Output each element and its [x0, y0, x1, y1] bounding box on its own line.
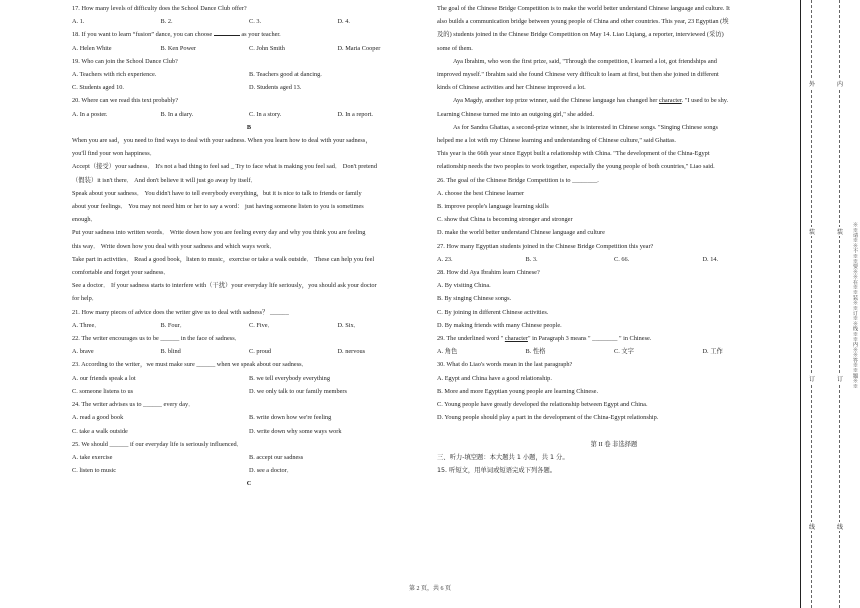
question-22: 22. The writer encourages us to be ______ in the face of sadness． — [72, 335, 241, 343]
passage-line: for help． — [72, 295, 99, 303]
option[interactable]: C. someone listens to us — [72, 387, 134, 395]
passage-text: . "I used to be shy. — [681, 97, 729, 105]
option[interactable]: C. Students aged 10. — [72, 84, 124, 92]
passage-line: improved myself." Ibrahim said she found Chinese very difficult to learn at first, but then she joined in different — [437, 71, 719, 79]
passage-line: Put your sadness into written words． Write down how you are feeling every day and why you think you are feeling — [72, 229, 366, 237]
question-29-text-c: " in Paragraph 3 means " ________ " in Chinese. — [527, 335, 652, 343]
option[interactable]: A. Teachers with rich experience. — [72, 71, 157, 79]
option[interactable]: C. Young people have greatly developed the relationship between Egypt and China. — [437, 401, 648, 409]
question-17-options — [72, 15, 426, 28]
question-23-options-2 — [72, 385, 426, 398]
binding-strip — [800, 0, 860, 608]
question-29-options — [437, 345, 791, 358]
passage-line: Accept（接受）your sadness． It's not a bad thing to feel sad _ Try to face what is making you feel sad． Don't pretend — [72, 163, 377, 171]
section-c-heading: C — [246, 480, 252, 488]
option[interactable]: D. we only talk to our family members — [249, 387, 347, 395]
option[interactable]: C. 文字 — [614, 348, 634, 356]
question-25-options-2 — [72, 464, 426, 477]
option[interactable]: A. take exercise — [72, 453, 113, 461]
option[interactable]: D. nervous — [337, 348, 366, 356]
answer-blank — [214, 29, 240, 36]
question-24: 24. The writer advises us to ______ every day． — [72, 401, 195, 409]
question-27-options — [437, 253, 791, 266]
option[interactable]: B. By singing Chinese songs. — [437, 295, 512, 303]
option[interactable]: A. read a good book — [72, 414, 124, 422]
option[interactable]: B. Ken Power — [160, 44, 197, 52]
binding-label: 订 — [837, 374, 843, 383]
section-3-heading: 三、听力-填空题：本大题共 1 小题，共 1 分。 — [437, 453, 569, 461]
option[interactable]: A. 23. — [437, 255, 453, 263]
question-24-options-2 — [72, 425, 426, 438]
question-19: 19. Who can join the School Dance Club? — [72, 57, 178, 65]
option[interactable]: A. Helen White — [72, 44, 112, 52]
question-29 — [437, 332, 791, 345]
option[interactable]: C. In a story. — [249, 110, 282, 118]
option[interactable]: D. see a doctor． — [249, 467, 294, 475]
passage-text: Aya Magdy, another top prize winner, said the Chinese language has changed her — [453, 97, 658, 105]
option[interactable]: C. proud — [249, 348, 272, 356]
underlined-word: character — [658, 97, 682, 105]
question-21-options — [72, 319, 426, 332]
binding-label: 装 — [809, 227, 815, 236]
passage-line: some of them. — [437, 44, 473, 52]
option[interactable]: D. 14. — [702, 255, 719, 263]
question-27: 27. How many Egyptian students joined in the Chinese Bridge Competition this year? — [437, 242, 654, 250]
passage-line: also builds a communication bridge between young people of China and other countries. This year, 23 Egyptian (埃 — [437, 18, 729, 26]
binding-notice: ※※请※※不※※要※※在※※装※※订※※线※※内※※答※※题※※ — [852, 221, 858, 389]
option[interactable]: C. take a walk outside — [72, 427, 128, 435]
binding-label: 线 — [837, 522, 843, 531]
option[interactable]: A. In a poster. — [72, 110, 108, 118]
question-26: 26. The goal of the Chinese Bridge Competition is to ________. — [437, 176, 599, 184]
option[interactable]: B. blind — [160, 348, 181, 356]
question-20: 20. Where can we read this text probably? — [72, 97, 179, 105]
passage-line: When you are sad，you need to find ways to deal with your sadness. When you learn how to deal with your sadness， — [72, 137, 372, 145]
passage-line: this way． Write down how you deal with your sadness and which ways work． — [72, 242, 276, 250]
option[interactable]: C. 3. — [249, 18, 262, 26]
option[interactable]: A. 角色 — [437, 348, 458, 356]
passage-line: The goal of the Chinese Bridge Competition is to make the world better understand Chinese language and culture. It — [437, 5, 730, 12]
option[interactable]: C. Five． — [249, 321, 274, 329]
passage-line: See a doctor． If your sadness starts to interfere with（干扰）your everyday life seriously，you should ask your doctor — [72, 282, 377, 290]
passage-line: enough． — [72, 216, 97, 224]
question-20-options — [72, 108, 426, 121]
passage-line: helped me a lot with my Chinese learning and understanding of Chinese culture," said Ghattas. — [437, 137, 676, 145]
option[interactable]: C. 66. — [614, 255, 630, 263]
option[interactable]: B. improve people's language learning skills — [437, 203, 549, 211]
outer-binding-labels — [805, 10, 819, 600]
option[interactable]: D. 4. — [337, 18, 350, 26]
passage-line: Learning Chinese turned me into an outgoing girl," she added. — [437, 110, 594, 118]
question-17: 17. How many levels of difficulty does the School Dance Club offer? — [72, 5, 247, 12]
binding-label: 线 — [809, 522, 815, 531]
inner-binding-labels — [833, 10, 847, 600]
right-column — [437, 0, 791, 477]
question-23: 23. According to the writer，we must make sure ______ when we speak about our sadness． — [72, 361, 308, 369]
option[interactable]: A. choose the best Chinese learner — [437, 189, 525, 197]
passage-line: As for Sandra Ghattas, a second-prize winner, she is interested in Chinese songs. "Singing Chinese songs — [453, 123, 718, 131]
question-29-text-a: 29. The underlined word " — [437, 335, 505, 343]
passage-line: Aya Ibrahim, who won the first prize, said, "Through the competition, I learned a lot, got friendships and — [453, 57, 717, 65]
option[interactable]: B. write down how we're feeling — [249, 414, 332, 422]
option[interactable]: B. 性格 — [525, 348, 546, 356]
question-25: 25. We should ______ if our everyday life is seriously influenced． — [72, 440, 243, 448]
binding-label: 外 — [809, 79, 815, 88]
question-18-text-a: 18. If you want to learn “fusion” dance, you can choose — [72, 31, 213, 39]
option[interactable]: A. 1. — [72, 18, 85, 26]
passage-line: 及的) students joined in the Chinese Bridge Competition on May 14. Liao Liqiang, a reporter, interviewed (采访) — [437, 31, 724, 39]
option[interactable]: B. accept our sadness — [249, 453, 304, 461]
option[interactable]: A. By visiting China. — [437, 282, 491, 290]
option[interactable]: D. Maria Cooper — [337, 44, 381, 52]
passage-line: relationship needs the two peoples to work together, especially the young people of both countries," Liao said. — [437, 163, 715, 171]
question-21: 21. How many pieces of advice does the writer give us to deal with sadness？ ______ — [72, 308, 289, 316]
passage-line — [437, 94, 791, 107]
question-18 — [72, 28, 426, 41]
option[interactable]: D. By making friends with many Chinese people. — [437, 321, 562, 329]
option[interactable]: D. Six． — [337, 321, 360, 329]
page-footer: 第 2 页，共 6 页 — [408, 586, 451, 592]
passage-line: This year is the 66th year since Egypt built a relationship with China. "The development of the China-Egypt — [437, 150, 710, 158]
volume-2-heading: 第 II 卷 非选择题 — [590, 440, 638, 448]
left-column — [72, 0, 426, 491]
passage-line: comfortable and forget your sadness． — [72, 269, 170, 277]
option[interactable]: A. Three． — [72, 321, 101, 329]
question-19-options — [72, 68, 426, 81]
binding-label: 内 — [837, 79, 843, 88]
binding-label: 装 — [837, 227, 843, 236]
question-18-text-b: as your teacher. — [241, 31, 281, 39]
passage-line: Speak about your sadness． You didn't have to tell everybody everything，but it is nice to talk to friends or family — [72, 189, 362, 197]
option[interactable]: B. 3. — [525, 255, 538, 263]
option[interactable]: B. Four． — [160, 321, 187, 329]
question-30: 30. What do Liao's words mean in the last paragraph? — [437, 361, 573, 369]
option[interactable]: A. brave — [72, 348, 94, 356]
option[interactable]: D. In a report. — [337, 110, 373, 118]
option[interactable]: D. Students aged 13. — [249, 84, 302, 92]
underlined-word: character — [504, 335, 528, 343]
question-19-options-2 — [72, 81, 426, 94]
option[interactable]: C. show that China is becoming stronger and stronger — [437, 216, 573, 224]
option[interactable]: D. make the world better understand Chinese language and culture — [437, 229, 605, 237]
option[interactable]: A. our friends speak a lot — [72, 374, 136, 382]
option[interactable]: B. Teachers good at dancing. — [249, 71, 322, 79]
option[interactable]: B. More and more Egyptian young people are learning Chinese. — [437, 387, 599, 395]
passage-line: you'll find your won happiness． — [72, 150, 157, 158]
option[interactable]: C. By joining in different Chinese activities. — [437, 308, 549, 316]
option[interactable]: D. Young people should play a part in the development of the China-Egypt relationship. — [437, 414, 659, 422]
passage-line: （假装）it isn't there． And don't believe it will just go away by itself． — [72, 176, 257, 184]
option[interactable]: D. 工作 — [702, 348, 723, 356]
passage-line: Take part in activities． Read a good book，listen to music，exercise or take a walk outside． These can help you feel — [72, 255, 375, 263]
question-28: 28. How did Aya Ibrahim learn Chinese? — [437, 269, 540, 277]
option[interactable]: A. Egypt and China have a good relationship. — [437, 374, 552, 382]
option[interactable]: C. John Smith — [249, 44, 285, 52]
section-b-heading: B — [246, 123, 252, 131]
passage-line: kinds of Chinese activities and her Chinese improved a lot. — [437, 84, 586, 92]
option[interactable]: C. listen to music — [72, 467, 117, 475]
question-25-options — [72, 451, 426, 464]
question-15: 15. 听短文，用单词或短语完成下列各题。 — [437, 466, 557, 474]
question-23-options — [72, 372, 426, 385]
option[interactable]: B. we tell everybody everything — [249, 374, 330, 382]
option[interactable]: D. write down why some ways work — [249, 427, 342, 435]
passage-line: about your feelings． You may not need him or her to say a word： just having someone listen to you is sometimes — [72, 203, 364, 211]
question-24-options — [72, 411, 426, 424]
binding-label: 订 — [809, 374, 815, 383]
question-18-options — [72, 42, 426, 55]
option[interactable]: B. 2. — [160, 18, 173, 26]
question-22-options — [72, 345, 426, 358]
option[interactable]: B. In a diary. — [160, 110, 194, 118]
